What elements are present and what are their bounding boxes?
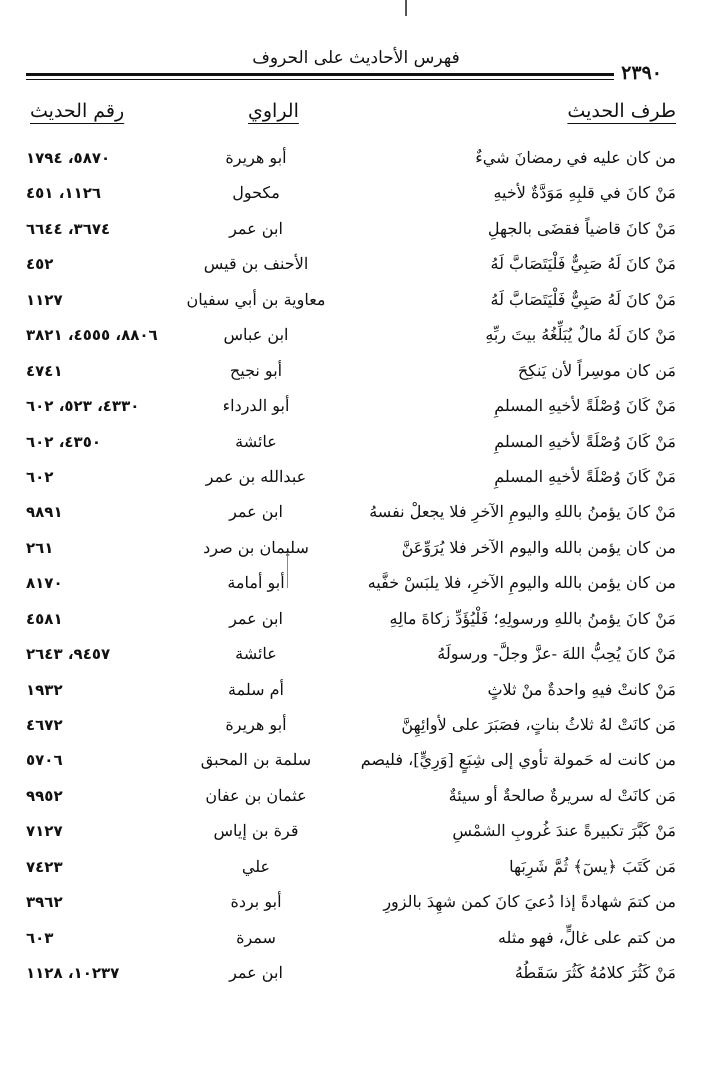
hadith-number: ٥٨٧٠، ١٧٩٤ [26, 149, 111, 167]
narrator-name: ابن عمر [229, 218, 283, 238]
hadith-number: ٤٣٣٠، ٥٢٣، ٦٠٢ [26, 397, 140, 416]
index-table [26, 146, 676, 997]
table-row [26, 748, 676, 783]
narrator-name: عثمان بن عفان [205, 785, 307, 805]
narrator-name: ابن عمر [229, 963, 283, 983]
table-row [26, 961, 676, 996]
hadith-number: ٩٩٥٢ [26, 786, 63, 805]
narrator-name: أم سلمة [228, 679, 284, 699]
hadith-text: من كانت له حَمولة تأوي إلى شِبَعٍ [وَرِيٍّ]، فليصم [360, 750, 676, 770]
table-row [26, 394, 676, 429]
narrator-name: ابن عباس [223, 325, 289, 345]
narrator-name: عائشة [235, 431, 277, 451]
narrator-name: أبو الدرداء [222, 396, 290, 416]
table-row [26, 252, 676, 287]
hadith-text: مَنْ كانَ قاضياً فقضَى بالجهلِ [487, 218, 676, 238]
hadith-number: ٣٦٧٤، ٦٦٤٤ [26, 219, 111, 238]
table-row [26, 642, 676, 677]
hadith-text: مَنْ كانَ يؤمنُ باللهِ ورسولِهِ؛ فَلْيُؤَدِّ زكاةَ مالِهِ [389, 608, 676, 628]
hadith-text: مَنْ كانَ لَهُ صَبِيٌّ فَلْيَتَصَابَّ لَهُ [490, 289, 676, 309]
column-header-number: رقم الحديث [30, 100, 125, 122]
header-rule-thin [26, 79, 614, 80]
hadith-text: مَن كان موسِراً لأن يَنكِحَ [517, 360, 676, 380]
hadith-number: ٢٦١ [26, 538, 54, 557]
hadith-text: مَنْ كانَ يؤمنُ باللهِ واليومِ الآخرِ فلا يجعلْ نفسهُ [369, 502, 676, 522]
table-row [26, 181, 676, 216]
table-row [26, 536, 676, 571]
table-row [26, 323, 676, 358]
hadith-text: مَنْ كانتْ فيهِ واحدةٌ منْ ثلاثٍ [487, 679, 676, 699]
narrator-name: عائشة [235, 644, 277, 664]
hadith-number: ٤٣٥٠، ٦٠٢ [26, 432, 102, 451]
hadith-text: مَنْ كانَ يُحِبُّ اللهَ -عزَّ وجلَّ- ورسولَهُ [437, 644, 676, 664]
hadith-text: مَنْ كانَ لَهُ صَبِيٌّ فَلْيَتَصَابَّ لَهُ [490, 254, 676, 274]
hadith-text: مَنْ كَانَ وُصْلَةً لأخيهِ المسلمِ [494, 466, 676, 486]
narrator-name: قرة بن إياس [213, 821, 299, 841]
hadith-number: ٧١٢٧ [26, 822, 63, 841]
narrator-name: مكحول [232, 183, 280, 203]
hadith-text: من كان يؤمن بالله واليوم الآخر فلا يُرَوِّعَنَّ [401, 537, 676, 557]
column-header-hadith: طرف الحديث [567, 100, 676, 122]
hadith-number: ٨١٧٠ [26, 574, 63, 593]
header-rule-thick [26, 73, 614, 76]
hadith-number: ٦٠٢ [26, 467, 54, 486]
hadith-number: ٩٨٩١ [26, 503, 63, 522]
table-row [26, 430, 676, 465]
hadith-number: ٨٨٠٦، ٤٥٥٥، ٣٨٢١ [26, 326, 158, 345]
table-row [26, 465, 676, 500]
narrator-name: علي [241, 856, 271, 876]
hadith-text: مَن كَتَبَ ﴿يسٓ﴾ ثُمَّ شَرِبَها [509, 856, 676, 876]
table-row [26, 784, 676, 819]
hadith-number: ٤٧٤١ [26, 361, 63, 380]
table-row [26, 571, 676, 606]
table-row [26, 678, 676, 713]
hadith-text: مَنْ كَثُرَ كلامُهُ كَثُرَ سَقَطُهُ [514, 963, 676, 983]
column-headers [26, 100, 676, 130]
hadith-text: مَنْ كَانَ وُصْلَةً لأخيهِ المسلمِ [494, 396, 676, 416]
table-row [26, 500, 676, 535]
table-row [26, 146, 676, 181]
hadith-number: ٤٥٢ [26, 255, 54, 274]
page-number: ٢٣٩٠ [615, 62, 668, 84]
narrator-name: أبو هريرة [225, 148, 287, 167]
narrator-name: معاوية بن أبي سفيان [186, 289, 326, 309]
hadith-text: من كتم على غالٍّ، فهو مثله [497, 927, 676, 947]
narrator-name: سمرة [236, 927, 276, 947]
hadith-number: ١١٢٧ [26, 290, 63, 309]
narrator-name: سليمان بن صرد [203, 537, 309, 557]
hadith-number: ١١٢٦، ٤٥١ [26, 184, 102, 203]
narrator-name: الأحنف بن قيس [203, 254, 309, 274]
table-row [26, 288, 676, 323]
hadith-text: مَنْ كَبَّرَ تكبيرةً عندَ غُروبِ الشمْسِ [452, 821, 676, 841]
table-row [26, 607, 676, 642]
narrator-name: أبو أمامة [227, 573, 285, 593]
table-row [26, 926, 676, 961]
column-header-narrator: الراوي [248, 100, 299, 122]
narrator-name: أبو بردة [230, 892, 282, 912]
hadith-number: ٤٥٨١ [26, 609, 63, 628]
hadith-text: مَنْ كانَ في قلبِهِ مَوَدَّةٌ لأخيهِ [493, 183, 676, 203]
hadith-number: ٣٩٦٢ [26, 893, 63, 912]
narrator-name: أبو نجيح [229, 360, 283, 380]
hadith-text: مَن كانَتْ له سريرةٌ صالحةٌ أو سيئةٌ [448, 785, 676, 805]
table-row [26, 713, 676, 748]
hadith-text: مَن كانَتْ لهُ ثلاثُ بناتٍ، فصَبَرَ على لأوائِهِنَّ [401, 715, 676, 734]
narrator-name: ابن عمر [229, 608, 283, 628]
table-row [26, 359, 676, 394]
table-row [26, 890, 676, 925]
narrator-name: سلمة بن المحبق [200, 750, 312, 770]
table-row [26, 217, 676, 252]
hadith-number: ٩٤٥٧، ٢٦٤٣ [26, 645, 111, 664]
scan-mark [405, 0, 407, 16]
narrator-name: أبو هريرة [225, 715, 287, 734]
hadith-text: مَنْ كَانَ وُصْلَةً لأخيهِ المسلمِ [494, 431, 676, 451]
hadith-number: ١٠٢٣٧، ١١٢٨ [26, 964, 120, 983]
hadith-text: مَنْ كانَ لَهُ مالٌ يُبَلِّغُهُ بيتَ ربِّهِ [485, 325, 676, 345]
hadith-number: ٥٧٠٦ [26, 751, 63, 770]
running-header [26, 40, 676, 84]
hadith-text: من كان عليه في رمضانَ شيءٌ [475, 148, 676, 167]
hadith-number: ٧٤٢٣ [26, 857, 63, 876]
page-title: فهرس الأحاديث على الحروف [252, 48, 460, 68]
hadith-number: ٦٠٣ [26, 928, 54, 947]
hadith-number: ٤٦٧٢ [26, 716, 63, 734]
narrator-name: عبدالله بن عمر [205, 466, 307, 486]
hadith-number: ١٩٣٢ [26, 680, 63, 699]
hadith-text: من كان يؤمن بالله واليومِ الآخرِ، فلا يلبَسْ خفَّيه [367, 573, 676, 593]
table-row [26, 855, 676, 890]
narrator-name: ابن عمر [229, 502, 283, 522]
hadith-text: من كتمَ شهادةً إذا دُعيَ كانَ كمن شهِدَ بالزورِ [383, 892, 676, 912]
table-row [26, 819, 676, 854]
